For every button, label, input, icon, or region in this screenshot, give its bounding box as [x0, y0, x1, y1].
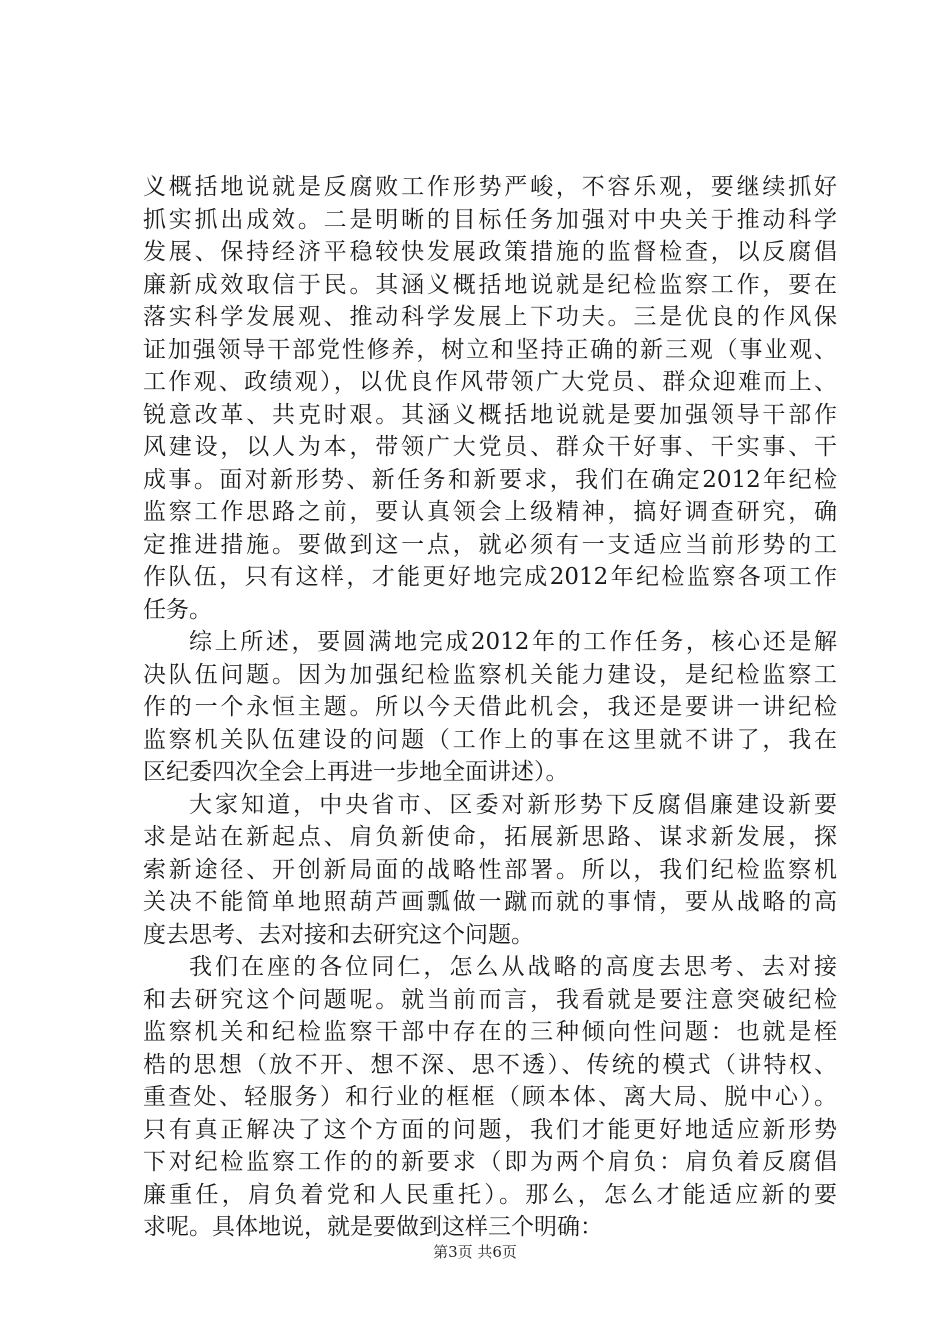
paragraph — [143, 626, 837, 789]
text-line: 求呢。具体地说，就是要做到这样三个明确： — [143, 1214, 603, 1240]
text-line: 求是站在新起点、肩负新使命，拓展新思路、谋求新发展，探 — [143, 824, 837, 850]
text-line: 定推进措施。要做到这一点，就必须有一支适应当前形势的工 — [143, 531, 837, 558]
text-line: 作队伍，只有这样，才能更好地完成2012年纪检监察各项工作 — [143, 564, 837, 590]
text-line: 风建设，以人为本，带领广大党员、群众干好事、干实事、干 — [143, 434, 837, 460]
page-footer: 第3页 共6页 — [433, 1243, 517, 1261]
document-body — [143, 171, 837, 1244]
text-line: 重查处、轻服务）和行业的框框（顾本体、离大局、脱中心）。 — [143, 1084, 837, 1110]
text-line: 大家知道，中央省市、区委对新形势下反腐倡廉建设新要 — [189, 791, 837, 818]
text-line: 我们在座的各位同仁，怎么从战略的高度去思考、去对接 — [189, 954, 837, 980]
text-line: 监察机关和纪检监察干部中存在的三种倾向性问题：也就是桎 — [143, 1019, 837, 1045]
paragraph — [143, 171, 837, 626]
text-line: 综上所述，要圆满地完成2012年的工作任务，核心还是解 — [189, 629, 837, 655]
text-line: 工作观、政绩观），以优良作风带领广大党员、群众迎难而上、 — [143, 369, 837, 395]
text-line: 廉新成效取信于民。其涵义概括地说就是纪检监察工作，要在 — [143, 271, 837, 298]
text-line: 度去思考、去对接和去研究这个问题。 — [143, 921, 534, 948]
text-line: 关决不能简单地照葫芦画瓢做一蹴而就的事情，要从战略的高 — [143, 889, 837, 915]
text-line: 索新途径、开创新局面的战略性部署。所以，我们纪检监察机 — [143, 856, 837, 883]
text-line: 作的一个永恒主题。所以今天借此机会，我还是要讲一讲纪检 — [143, 694, 837, 720]
text-line: 和去研究这个问题呢。就当前而言，我看就是要注意突破纪检 — [143, 986, 837, 1013]
text-line: 只有真正解决了这个方面的问题，我们才能更好地适应新形势 — [143, 1116, 837, 1143]
text-line: 抓实抓出成效。二是明晰的目标任务加强对中央关于推动科学 — [143, 206, 837, 233]
text-line: 监察工作思路之前，要认真领会上级精神，搞好调查研究，确 — [143, 499, 837, 525]
text-line: 监察机关队伍建设的问题（工作上的事在这里就不讲了，我在 — [143, 726, 837, 753]
text-line: 决队伍问题。因为加强纪检监察机关能力建设，是纪检监察工 — [143, 661, 837, 688]
paragraph — [143, 951, 837, 1244]
text-line: 廉重任，肩负着党和人民重托）。那么，怎么才能适应新的要 — [143, 1181, 837, 1208]
text-line: 发展、保持经济平稳较快发展政策措施的监督检查，以反腐倡 — [143, 239, 837, 265]
text-line: 证加强领导干部党性修养，树立和坚持正确的新三观（事业观、 — [143, 336, 837, 363]
text-line: 成事。面对新形势、新任务和新要求，我们在确定2012年纪检 — [143, 466, 837, 493]
text-line: 区纪委四次全会上再进一步地全面讲述）。 — [143, 759, 569, 785]
paragraph — [143, 789, 837, 952]
text-line: 任务。 — [143, 596, 212, 623]
text-line: 锐意改革、共克时艰。其涵义概括地说就是要加强领导干部作 — [143, 401, 837, 428]
text-line: 梏的思想（放不开、想不深、思不透）、传统的模式（讲特权、 — [143, 1051, 837, 1078]
text-line: 落实科学发展观、推动科学发展上下功夫。三是优良的作风保 — [143, 304, 837, 330]
text-line: 下对纪检监察工作的的新要求（即为两个肩负：肩负着反腐倡 — [143, 1149, 837, 1175]
text-line: 义概括地说就是反腐败工作形势严峻，不容乐观，要继续抓好 — [143, 174, 837, 200]
